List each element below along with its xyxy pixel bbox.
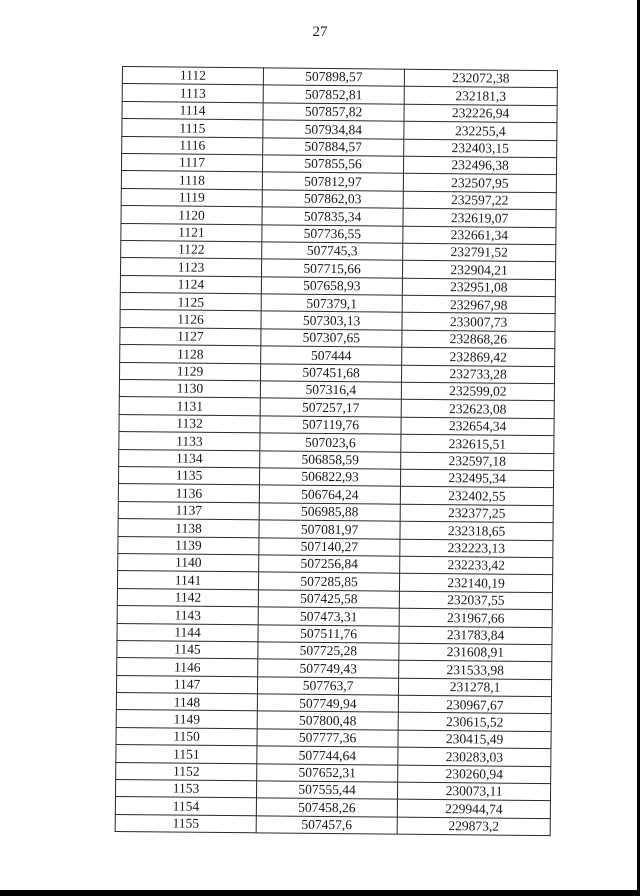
y-coordinate-cell: 231783,84 <box>399 626 552 645</box>
x-coordinate-cell: 507140,27 <box>259 537 400 556</box>
y-coordinate-cell: 233007,73 <box>402 313 555 332</box>
x-coordinate-cell: 507862,03 <box>262 190 403 209</box>
point-number-cell: 1119 <box>121 188 262 207</box>
point-number-cell: 1123 <box>120 258 261 277</box>
x-coordinate-cell: 507425,58 <box>258 590 399 609</box>
y-coordinate-cell: 230073,11 <box>397 782 550 801</box>
x-coordinate-cell: 507256,84 <box>259 555 400 574</box>
point-number-cell: 1134 <box>119 449 260 468</box>
point-number-cell: 1121 <box>121 223 262 242</box>
point-number-cell: 1131 <box>119 397 260 416</box>
x-coordinate-cell: 507777,36 <box>257 729 398 748</box>
x-coordinate-cell: 507555,44 <box>256 781 397 800</box>
point-number-cell: 1151 <box>116 745 257 764</box>
point-number-cell: 1128 <box>120 345 261 364</box>
x-coordinate-cell: 507800,48 <box>257 711 398 730</box>
y-coordinate-cell: 231533,98 <box>399 660 552 679</box>
point-number-cell: 1129 <box>119 362 260 381</box>
y-coordinate-cell: 232904,21 <box>402 260 555 279</box>
point-number-cell: 1124 <box>120 275 261 294</box>
point-number-cell: 1117 <box>121 153 262 172</box>
y-coordinate-cell: 231608,91 <box>399 643 552 662</box>
y-coordinate-cell: 232615,51 <box>401 434 554 453</box>
x-coordinate-cell: 507119,76 <box>260 416 401 435</box>
y-coordinate-cell: 230967,67 <box>398 695 551 714</box>
y-coordinate-cell: 230415,49 <box>398 730 551 749</box>
point-number-cell: 1145 <box>117 640 258 659</box>
point-number-cell: 1122 <box>121 240 262 259</box>
coordinates-table-body <box>115 67 557 836</box>
point-number-cell: 1147 <box>116 675 257 694</box>
y-coordinate-cell: 231967,66 <box>399 608 552 627</box>
x-coordinate-cell: 507303,13 <box>261 311 402 330</box>
y-coordinate-cell: 232967,98 <box>402 295 555 314</box>
point-number-cell: 1140 <box>118 553 259 572</box>
point-number-cell: 1115 <box>122 119 263 138</box>
point-number-cell: 1138 <box>118 519 259 538</box>
x-coordinate-cell: 507257,17 <box>260 398 401 417</box>
y-coordinate-cell: 232619,07 <box>403 208 556 227</box>
x-coordinate-cell: 507898,57 <box>263 68 404 87</box>
y-coordinate-cell: 230260,94 <box>398 765 551 784</box>
point-number-cell: 1153 <box>115 779 256 798</box>
point-number-cell: 1146 <box>117 658 258 677</box>
x-coordinate-cell: 507736,55 <box>262 224 403 243</box>
x-coordinate-cell: 506822,93 <box>259 468 400 487</box>
y-coordinate-cell: 232654,34 <box>401 417 554 436</box>
y-coordinate-cell: 232402,55 <box>400 487 553 506</box>
point-number-cell: 1135 <box>118 466 259 485</box>
x-coordinate-cell: 507458,26 <box>256 798 397 817</box>
x-coordinate-cell: 507749,94 <box>257 694 398 713</box>
x-coordinate-cell: 507745,3 <box>262 242 403 261</box>
y-coordinate-cell: 229873,2 <box>397 817 550 836</box>
point-number-cell: 1141 <box>117 571 258 590</box>
x-coordinate-cell: 507763,7 <box>257 677 398 696</box>
point-number-cell: 1116 <box>122 136 263 155</box>
x-coordinate-cell: 507652,31 <box>257 763 398 782</box>
scan-edge-bottom <box>0 890 640 896</box>
point-number-cell: 1130 <box>119 380 260 399</box>
y-coordinate-cell: 232037,55 <box>399 591 552 610</box>
x-coordinate-cell: 507855,56 <box>262 155 403 174</box>
x-coordinate-cell: 507444 <box>261 346 402 365</box>
y-coordinate-cell: 232223,13 <box>400 539 553 558</box>
x-coordinate-cell: 507081,97 <box>259 520 400 539</box>
x-coordinate-cell: 507725,28 <box>258 642 399 661</box>
y-coordinate-cell: 232597,18 <box>401 452 554 471</box>
y-coordinate-cell: 230283,03 <box>398 747 551 766</box>
point-number-cell: 1155 <box>115 814 256 833</box>
x-coordinate-cell: 507744,64 <box>257 746 398 765</box>
point-number-cell: 1136 <box>118 484 259 503</box>
x-coordinate-cell: 506985,88 <box>259 503 400 522</box>
x-coordinate-cell: 507835,34 <box>262 207 403 226</box>
y-coordinate-cell: 232599,02 <box>401 382 554 401</box>
point-number-cell: 1113 <box>122 84 263 103</box>
point-number-cell: 1143 <box>117 606 258 625</box>
y-coordinate-cell: 232623,08 <box>401 400 554 419</box>
page-number: 27 <box>312 24 328 40</box>
y-coordinate-cell: 232377,25 <box>400 504 553 523</box>
x-coordinate-cell: 506764,24 <box>259 485 400 504</box>
y-coordinate-cell: 229944,74 <box>397 800 550 819</box>
y-coordinate-cell: 232181,3 <box>404 87 557 106</box>
y-coordinate-cell: 232733,28 <box>401 365 554 384</box>
x-coordinate-cell: 507307,65 <box>261 329 402 348</box>
x-coordinate-cell: 507379,1 <box>261 294 402 313</box>
y-coordinate-cell: 232507,95 <box>403 174 556 193</box>
point-number-cell: 1137 <box>118 501 259 520</box>
x-coordinate-cell: 507316,4 <box>260 381 401 400</box>
x-coordinate-cell: 507884,57 <box>263 137 404 156</box>
y-coordinate-cell: 232791,52 <box>403 243 556 262</box>
y-coordinate-cell: 232255,4 <box>404 121 557 140</box>
y-coordinate-cell: 232869,42 <box>402 347 555 366</box>
y-coordinate-cell: 232318,65 <box>400 521 553 540</box>
point-number-cell: 1144 <box>117 623 258 642</box>
point-number-cell: 1118 <box>121 171 262 190</box>
point-number-cell: 1126 <box>120 310 261 329</box>
y-coordinate-cell: 232226,94 <box>404 104 557 123</box>
x-coordinate-cell: 507852,81 <box>263 85 404 104</box>
x-coordinate-cell: 507473,31 <box>258 607 399 626</box>
point-number-cell: 1127 <box>120 327 261 346</box>
x-coordinate-cell: 507511,76 <box>258 624 399 643</box>
y-coordinate-cell: 231278,1 <box>398 678 551 697</box>
point-number-cell: 1133 <box>119 432 260 451</box>
point-number-cell: 1154 <box>115 797 256 816</box>
y-coordinate-cell: 232661,34 <box>403 226 556 245</box>
x-coordinate-cell: 507658,93 <box>261 277 402 296</box>
y-coordinate-cell: 232403,15 <box>404 139 557 158</box>
point-number-cell: 1149 <box>116 710 257 729</box>
point-number-cell: 1114 <box>122 101 263 120</box>
y-coordinate-cell: 232140,19 <box>399 574 552 593</box>
point-number-cell: 1120 <box>121 206 262 225</box>
x-coordinate-cell: 507812,97 <box>262 172 403 191</box>
y-coordinate-cell: 232597,22 <box>403 191 556 210</box>
x-coordinate-cell: 507023,6 <box>260 433 401 452</box>
point-number-cell: 1150 <box>116 727 257 746</box>
x-coordinate-cell: 507857,82 <box>263 103 404 122</box>
x-coordinate-cell: 507715,66 <box>261 259 402 278</box>
y-coordinate-cell: 232072,38 <box>404 69 557 88</box>
point-number-cell: 1132 <box>119 414 260 433</box>
x-coordinate-cell: 507934,84 <box>263 120 404 139</box>
x-coordinate-cell: 507285,85 <box>258 572 399 591</box>
point-number-cell: 1139 <box>118 536 259 555</box>
point-number-cell: 1142 <box>117 588 258 607</box>
point-number-cell: 1152 <box>116 762 257 781</box>
y-coordinate-cell: 232951,08 <box>402 278 555 297</box>
x-coordinate-cell: 507749,43 <box>258 659 399 678</box>
y-coordinate-cell: 232496,38 <box>403 156 556 175</box>
point-number-cell: 1148 <box>116 693 257 712</box>
point-number-cell: 1125 <box>120 293 261 312</box>
point-number-cell: 1112 <box>122 67 263 86</box>
y-coordinate-cell: 232868,26 <box>402 330 555 349</box>
coordinates-table <box>115 66 558 836</box>
y-coordinate-cell: 230615,52 <box>398 713 551 732</box>
x-coordinate-cell: 507457,6 <box>256 816 397 835</box>
x-coordinate-cell: 507451,68 <box>260 363 401 382</box>
x-coordinate-cell: 506858,59 <box>260 450 401 469</box>
table-row <box>115 814 550 836</box>
y-coordinate-cell: 232233,42 <box>400 556 553 575</box>
y-coordinate-cell: 232495,34 <box>400 469 553 488</box>
